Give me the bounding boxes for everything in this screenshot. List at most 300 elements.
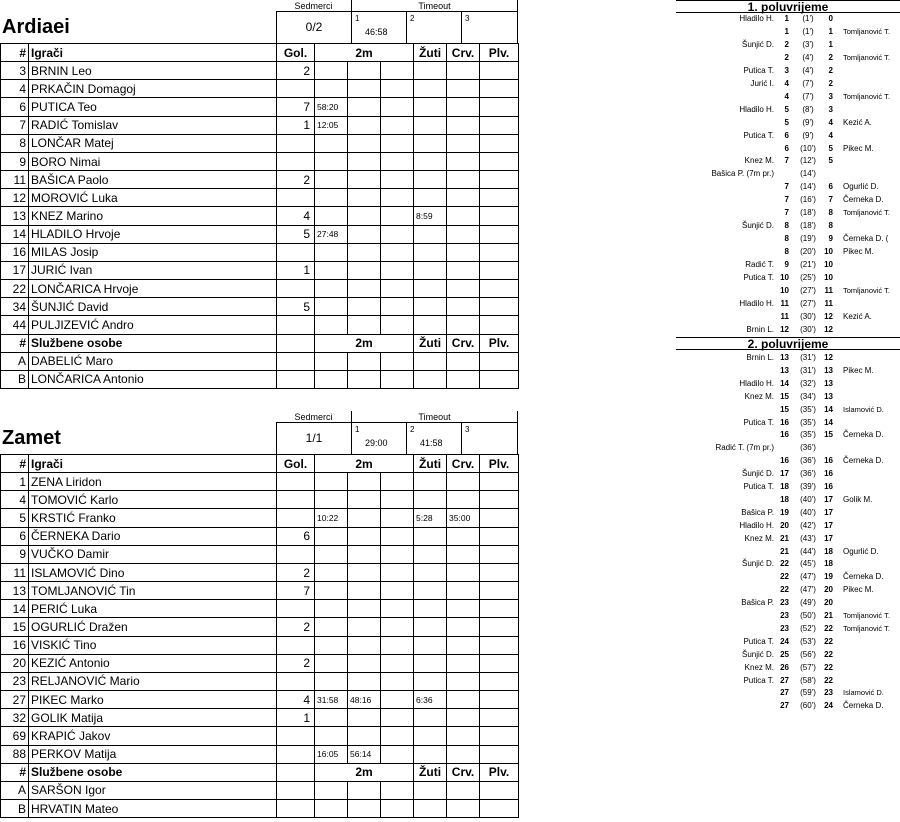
player-2min-2	[348, 152, 381, 170]
player-goals	[277, 545, 315, 563]
player-2min-2	[348, 189, 381, 207]
official-empty-cell	[348, 352, 381, 370]
player-blue-card	[480, 189, 519, 207]
player-2min-2	[348, 473, 381, 491]
player-goals: 7	[277, 98, 315, 116]
home-scorer: Bašica P.	[741, 507, 774, 517]
timeout-time: 41:58	[420, 438, 443, 448]
away-score: 12	[824, 311, 833, 321]
player-row	[1, 727, 519, 745]
officials-blue-header: Plv.	[480, 763, 519, 781]
player-yellow-card	[414, 152, 447, 170]
away-scorer: Černeka D.	[843, 572, 884, 582]
score-event	[676, 378, 900, 390]
player-blue-card	[480, 316, 519, 334]
player-blue-card	[480, 225, 519, 243]
home-score: 5	[784, 104, 789, 114]
player-2min-1: 58:20	[315, 98, 348, 116]
player-red-card	[447, 473, 480, 491]
player-red-card	[447, 189, 480, 207]
away-score: 5	[828, 143, 833, 153]
player-goals: 4	[277, 691, 315, 709]
player-name: MOROVIĆ Luka	[29, 189, 277, 207]
event-minute: (57')	[800, 662, 816, 672]
player-yellow-card	[414, 171, 447, 189]
col-yellow-header: Žuti	[414, 455, 447, 473]
official-letter: B	[1, 799, 29, 817]
player-name: PERIĆ Luka	[29, 600, 277, 618]
official-empty-cell	[315, 352, 348, 370]
event-minute: (9')	[802, 117, 814, 127]
player-row	[1, 243, 519, 261]
away-score: 22	[824, 662, 833, 672]
home-score: 23	[780, 623, 789, 633]
home-score: 21	[780, 533, 789, 543]
player-2min-2	[348, 527, 381, 545]
player-blue-card	[480, 280, 519, 298]
player-row	[1, 280, 519, 298]
away-score: 2	[828, 65, 833, 75]
home-score: 15	[780, 404, 789, 414]
score-event	[676, 26, 900, 38]
score-event	[676, 571, 900, 583]
player-red-card	[447, 491, 480, 509]
score-event	[676, 143, 900, 155]
score-event	[676, 584, 900, 596]
player-yellow-card	[414, 582, 447, 600]
away-score: 8	[828, 208, 833, 218]
player-row	[1, 261, 519, 279]
away-score: 16	[824, 456, 833, 466]
player-2min-1	[315, 207, 348, 225]
player-red-card	[447, 261, 480, 279]
timeout-label: Timeout	[352, 0, 518, 12]
home-scorer: Putica T.	[743, 675, 774, 685]
timeout-number: 2	[410, 425, 415, 434]
player-2min-1	[315, 152, 348, 170]
event-minute: (40')	[800, 507, 816, 517]
official-name: SARŠON Igor	[29, 781, 277, 799]
player-2min-2	[348, 243, 381, 261]
home-score: 24	[780, 636, 789, 646]
away-scorer: Tomljanović T.	[843, 52, 890, 62]
player-row	[1, 152, 519, 170]
player-2min-3	[381, 134, 414, 152]
player-name: GOLIK Matija	[29, 709, 277, 727]
player-goals: 4	[277, 207, 315, 225]
away-score: 22	[824, 649, 833, 659]
player-2min-1	[315, 171, 348, 189]
official-empty-cell	[480, 799, 519, 817]
event-minute: (7')	[802, 91, 814, 101]
player-name: PIKEC Marko	[29, 691, 277, 709]
col-number-header: #	[1, 44, 29, 62]
event-minute: (50')	[800, 611, 816, 620]
home-score: 25	[780, 649, 789, 659]
player-2min-3	[381, 171, 414, 189]
player-name: MILAS Josip	[29, 243, 277, 261]
event-minute: (7')	[802, 78, 814, 88]
event-minute: (19')	[800, 234, 816, 244]
officials-number-header: #	[1, 763, 29, 781]
home-score: 2	[784, 39, 789, 49]
player-yellow-card	[414, 261, 447, 279]
score-event	[676, 285, 900, 297]
player-2min-3	[381, 62, 414, 80]
score-event	[676, 494, 900, 506]
half-1-title: 1. poluvrijeme	[676, 0, 900, 13]
away-score: 17	[824, 533, 833, 543]
official-empty-cell	[447, 352, 480, 370]
player-red-card	[447, 654, 480, 672]
event-minute: (1')	[802, 26, 814, 36]
player-2min-2	[348, 509, 381, 527]
player-name: KEZIĆ Antonio	[29, 654, 277, 672]
player-row	[1, 491, 519, 509]
event-minute: (35')	[800, 417, 816, 427]
player-row	[1, 618, 519, 636]
player-yellow-card	[414, 280, 447, 298]
player-2min-1	[315, 280, 348, 298]
away-score: 17	[824, 507, 833, 517]
player-blue-card	[480, 207, 519, 225]
player-row	[1, 207, 519, 225]
player-row	[1, 316, 519, 334]
player-row	[1, 225, 519, 243]
player-red-card	[447, 636, 480, 654]
score-event	[676, 675, 900, 687]
home-score: 5	[784, 117, 789, 127]
col-yellow-header: Žuti	[414, 44, 447, 62]
away-score: 18	[824, 546, 833, 556]
home-scorer: Hladilo H.	[739, 298, 774, 308]
away-score: 4	[828, 117, 833, 127]
player-2min-3	[381, 745, 414, 763]
event-minute: (21')	[800, 260, 816, 270]
player-blue-card	[480, 545, 519, 563]
player-2min-1	[315, 316, 348, 334]
player-goals	[277, 243, 315, 261]
player-2min-1	[315, 618, 348, 636]
player-number: 44	[1, 316, 29, 334]
player-goals	[277, 473, 315, 491]
home-score: 19	[780, 507, 789, 517]
score-event	[676, 324, 900, 336]
official-empty-cell	[414, 370, 447, 388]
player-blue-card	[480, 636, 519, 654]
col-red-header: Crv.	[447, 455, 480, 473]
official-letter: B	[1, 370, 29, 388]
player-yellow-card	[414, 654, 447, 672]
home-scorer: Radić T. (7m pr.)	[715, 443, 774, 453]
player-2min-2	[348, 261, 381, 279]
player-2min-1	[315, 727, 348, 745]
away-scorer: Pikec M.	[843, 365, 874, 375]
player-2min-3	[381, 582, 414, 600]
away-score: 18	[824, 559, 833, 569]
player-red-card	[447, 545, 480, 563]
player-yellow-card	[414, 116, 447, 134]
event-minute: (36')	[800, 456, 816, 466]
player-name: LONČARICA Hrvoje	[29, 280, 277, 298]
player-yellow-card: 6:36	[414, 691, 447, 709]
official-name: HRVATIN Mateo	[29, 799, 277, 817]
player-number: 16	[1, 243, 29, 261]
score-event	[676, 233, 900, 245]
player-2min-3	[381, 727, 414, 745]
home-score: 16	[780, 430, 789, 440]
official-empty-cell	[480, 370, 519, 388]
player-2min-1	[315, 527, 348, 545]
player-yellow-card: 8:59	[414, 207, 447, 225]
player-yellow-card	[414, 563, 447, 581]
away-score: 1	[828, 39, 833, 49]
home-scorer: Knez M.	[744, 156, 774, 166]
home-score: 6	[784, 143, 789, 153]
away-score: 16	[824, 482, 833, 491]
player-number: 22	[1, 280, 29, 298]
home-score: 3	[784, 65, 789, 75]
player-blue-card	[480, 491, 519, 509]
home-score: 2	[784, 52, 789, 62]
player-number: 69	[1, 727, 29, 745]
home-score: 22	[780, 585, 789, 595]
player-2min-2	[348, 727, 381, 745]
player-2min-1	[315, 134, 348, 152]
player-2min-1	[315, 582, 348, 600]
event-minute: (34')	[800, 391, 816, 401]
player-red-card	[447, 152, 480, 170]
official-empty-cell	[315, 799, 348, 817]
player-2min-3	[381, 207, 414, 225]
officials-header-row	[1, 334, 519, 352]
player-row	[1, 636, 519, 654]
player-2min-1	[315, 261, 348, 279]
player-2min-3	[381, 563, 414, 581]
player-yellow-card	[414, 298, 447, 316]
score-event	[676, 194, 900, 206]
event-minute: (39')	[800, 482, 816, 491]
home-scorer: Hladilo H.	[739, 378, 774, 388]
away-score: 9	[828, 234, 833, 244]
away-scorer: Černeka D. (	[843, 234, 889, 244]
player-red-card: 35:00	[447, 509, 480, 527]
home-score: 4	[784, 91, 789, 101]
sedmerci-label: Sedmerci	[276, 411, 352, 423]
away-score: 14	[824, 417, 833, 427]
player-row	[1, 709, 519, 727]
player-2min-2	[348, 545, 381, 563]
officials-red-header: Crv.	[447, 763, 480, 781]
event-minute: (44')	[800, 546, 816, 556]
player-2min-3	[381, 491, 414, 509]
player-goals	[277, 745, 315, 763]
event-minute: (60')	[800, 701, 816, 711]
player-2min-1: 27:48	[315, 225, 348, 243]
away-score: 22	[824, 636, 833, 646]
away-score: 10	[824, 247, 833, 257]
away-score: 0	[828, 14, 833, 23]
player-red-card	[447, 709, 480, 727]
away-scorer: Islamović D.	[843, 404, 884, 414]
play-by-play	[676, 0, 900, 822]
home-score: 11	[780, 311, 789, 321]
player-red-card	[447, 582, 480, 600]
player-number: 4	[1, 491, 29, 509]
home-scorer: Šunjić D.	[741, 221, 774, 231]
player-2min-2	[348, 298, 381, 316]
away-score: 22	[824, 623, 833, 633]
timeout-number: 3	[465, 425, 470, 434]
half-2-title: 2. poluvrijeme	[676, 337, 900, 350]
timeout-1	[352, 423, 407, 454]
player-red-card	[447, 691, 480, 709]
player-blue-card	[480, 745, 519, 763]
away-score: 5	[828, 156, 833, 166]
player-2min-2	[348, 80, 381, 98]
official-letter: A	[1, 352, 29, 370]
player-row	[1, 62, 519, 80]
official-empty-cell	[480, 781, 519, 799]
player-yellow-card	[414, 473, 447, 491]
score-event	[676, 558, 900, 570]
player-blue-card	[480, 473, 519, 491]
player-number: 3	[1, 62, 29, 80]
player-2min-3	[381, 509, 414, 527]
score-event	[676, 468, 900, 480]
player-red-card	[447, 563, 480, 581]
player-blue-card	[480, 600, 519, 618]
player-yellow-card	[414, 618, 447, 636]
col-number-header: #	[1, 455, 29, 473]
score-event	[676, 246, 900, 258]
player-goals	[277, 672, 315, 690]
event-minute: (3')	[802, 39, 814, 49]
player-2min-1	[315, 545, 348, 563]
col-players-header: Igrači	[29, 44, 277, 62]
home-score: 9	[784, 260, 789, 270]
player-name: RELJANOVIĆ Mario	[29, 672, 277, 690]
away-score: 10	[824, 273, 833, 282]
player-name: VISKIĆ Tino	[29, 636, 277, 654]
player-2min-1: 12:05	[315, 116, 348, 134]
event-minute: (59')	[800, 688, 816, 698]
player-2min-3	[381, 473, 414, 491]
player-blue-card	[480, 134, 519, 152]
player-2min-2	[348, 116, 381, 134]
event-minute: (45')	[800, 559, 816, 569]
player-number: 9	[1, 152, 29, 170]
timeout-2	[407, 12, 462, 43]
player-red-card	[447, 62, 480, 80]
officials-blank-cell	[277, 334, 315, 352]
home-score: 27	[780, 701, 789, 711]
player-red-card	[447, 280, 480, 298]
away-scorer: Islamović D.	[843, 688, 884, 698]
player-name: LONČAR Matej	[29, 134, 277, 152]
player-blue-card	[480, 98, 519, 116]
score-event	[676, 481, 900, 493]
player-red-card	[447, 80, 480, 98]
event-minute: (9')	[802, 130, 814, 140]
player-number: 11	[1, 171, 29, 189]
player-name: TOMOVIĆ Karlo	[29, 491, 277, 509]
player-yellow-card	[414, 727, 447, 745]
player-number: 5	[1, 509, 29, 527]
home-score: 20	[780, 520, 789, 530]
player-2min-2: 48:16	[348, 691, 381, 709]
event-minute: (10')	[800, 143, 816, 153]
score-event	[676, 687, 900, 699]
score-event	[676, 207, 900, 219]
away-scorer: Kezić A.	[843, 117, 872, 127]
away-score: 14	[824, 404, 833, 414]
away-score: 20	[824, 585, 833, 595]
score-event	[676, 533, 900, 545]
event-minute: (31')	[800, 365, 816, 375]
away-score: 15	[824, 430, 833, 440]
official-empty-cell	[315, 370, 348, 388]
player-yellow-card	[414, 709, 447, 727]
player-name: OGURLIĆ Dražen	[29, 618, 277, 636]
player-2min-3	[381, 298, 414, 316]
home-scorer: Putica T.	[743, 65, 774, 75]
player-goals: 2	[277, 654, 315, 672]
player-goals: 6	[277, 527, 315, 545]
score-event	[676, 65, 900, 77]
event-minute: (27')	[800, 285, 816, 295]
sedmerci-value: 0/2	[276, 12, 352, 43]
player-2min-1	[315, 62, 348, 80]
away-score: 13	[824, 365, 833, 375]
event-minute: (40')	[800, 494, 816, 504]
player-red-card	[447, 116, 480, 134]
score-event	[676, 429, 900, 441]
player-2min-3	[381, 600, 414, 618]
score-event	[676, 546, 900, 558]
away-scorer: Ogurlić D.	[843, 182, 879, 192]
home-score: 26	[780, 662, 789, 672]
player-number: 17	[1, 261, 29, 279]
home-score: 13	[780, 353, 789, 362]
player-number: 4	[1, 80, 29, 98]
officials-number-header: #	[1, 334, 29, 352]
home-scorer: Brnin L.	[746, 324, 774, 334]
player-red-card	[447, 207, 480, 225]
player-name: KNEZ Marino	[29, 207, 277, 225]
away-score: 4	[828, 130, 833, 140]
player-blue-card	[480, 152, 519, 170]
home-score: 23	[780, 611, 789, 620]
player-goals: 2	[277, 171, 315, 189]
home-scorer: Šunjić D.	[741, 469, 774, 479]
player-row	[1, 582, 519, 600]
players-body	[1, 455, 519, 818]
officials-yellow-header: Žuti	[414, 763, 447, 781]
event-minute: (12')	[800, 156, 816, 166]
event-minute: (30')	[800, 324, 816, 334]
player-number: 14	[1, 225, 29, 243]
player-yellow-card	[414, 98, 447, 116]
team-header	[0, 0, 518, 43]
timeout-number: 1	[355, 14, 360, 23]
player-2min-1	[315, 636, 348, 654]
player-name: ZENA Liridon	[29, 473, 277, 491]
score-event	[676, 78, 900, 90]
home-scorer: Radić T.	[745, 260, 774, 270]
player-number: 88	[1, 745, 29, 763]
player-number: 6	[1, 98, 29, 116]
